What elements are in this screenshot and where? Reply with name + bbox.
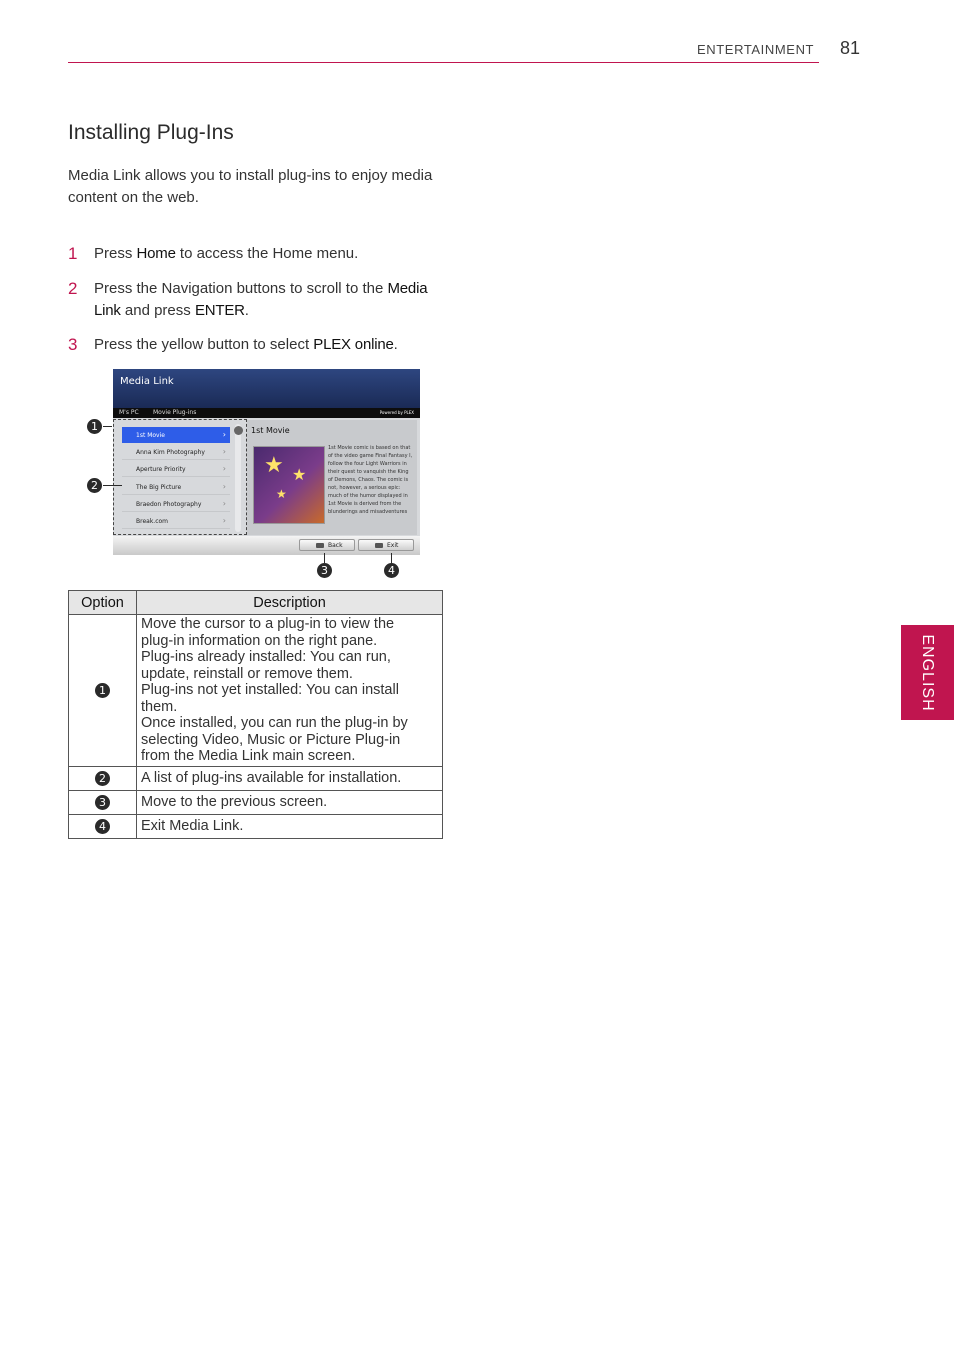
step-text: Press the Navigation buttons to scroll to the Media Link and press ENTER. [94, 280, 428, 319]
screenshot-breadcrumb [113, 408, 420, 418]
callout-4: 4 [384, 563, 399, 578]
step-number: 1 [68, 244, 78, 263]
plugin-detail-pane [247, 420, 417, 535]
remote-key-icon [316, 543, 324, 548]
option-cell [69, 814, 137, 838]
chevron-right-icon: › [222, 430, 226, 439]
column-header-option: Option [69, 591, 137, 615]
callout-1: 1 [87, 419, 102, 434]
back-button[interactable]: Back [299, 539, 355, 551]
plugin-list-item[interactable]: Break.com › [122, 513, 230, 529]
section-name: ENTERTAINMENT [697, 42, 815, 57]
step-number: 3 [68, 335, 78, 354]
powered-by-plex: Powered by PLEX [379, 410, 414, 415]
media-link-screenshot [113, 369, 420, 555]
screenshot-titlebar [113, 369, 420, 408]
star-icon: ★ [276, 487, 287, 501]
chevron-right-icon: › [222, 499, 226, 508]
description-cell: Move the cursor to a plug-in to view the plug-in information on the right pane. Plug-ins already installed: You can run, update, reinstall or remove them. Plug-ins not yet installed: You can install them. Once installed, you can run the plug-in by selecting Video, Music or Picture Plug-in from the Media Link main screen. [137, 615, 443, 767]
table-row [69, 615, 443, 767]
callout-2: 2 [87, 478, 102, 493]
step-text: Press Home to access the Home menu. [94, 245, 359, 262]
plugin-list-item[interactable]: 1st Movie › [122, 427, 230, 443]
intro-paragraph: Media Link allows you to install plug-ins to enjoy media content on the web. [68, 167, 433, 206]
chevron-right-icon: › [222, 464, 226, 473]
plugin-list-item[interactable]: The Big Picture › [122, 479, 230, 495]
page-title: Installing Plug-Ins [68, 121, 234, 144]
callout-leader [103, 426, 112, 427]
table-row [69, 814, 443, 838]
callout-number: 2 [95, 771, 110, 786]
callout-number: 3 [95, 795, 110, 810]
plugin-list-item[interactable]: Braedon Photography › [122, 496, 230, 512]
chevron-right-icon: › [222, 482, 226, 491]
remote-key-icon [375, 543, 383, 548]
callout-leader [391, 553, 392, 563]
plugin-list-highlight [113, 419, 247, 535]
table-header-row [69, 591, 443, 615]
options-table [68, 590, 443, 839]
callout-number: 1 [95, 683, 110, 698]
callout-number: 4 [95, 819, 110, 834]
header-rule [68, 62, 819, 63]
callout-leader [324, 553, 325, 563]
description-cell: A list of plug-ins available for installation. [137, 766, 443, 790]
column-header-description: Description [137, 591, 443, 615]
exit-button[interactable]: Exit [358, 539, 414, 551]
option-cell [69, 790, 137, 814]
description-cell: Move to the previous screen. [137, 790, 443, 814]
breadcrumb-item: M's PC [119, 409, 139, 416]
plugin-list-item[interactable]: Aperture Priority › [122, 461, 230, 477]
plugin-list-item[interactable]: Anna Kim Photography › [122, 444, 230, 460]
plugin-detail-title: 1st Movie [251, 426, 290, 435]
page-number: 81 [840, 38, 861, 58]
option-cell [69, 615, 137, 767]
table-row [69, 790, 443, 814]
star-icon: ★ [292, 465, 307, 484]
option-cell [69, 766, 137, 790]
chevron-right-icon: › [222, 516, 226, 525]
breadcrumb-item: Movie Plug-ins [153, 409, 197, 416]
plugin-thumbnail [253, 446, 325, 524]
step-number: 2 [68, 279, 78, 298]
callout-leader [103, 485, 122, 486]
language-tab [901, 625, 954, 720]
callout-3: 3 [317, 563, 332, 578]
screenshot-title: Media Link [120, 376, 174, 387]
star-icon: ★ [264, 453, 284, 478]
language-label: ENGLISH [919, 634, 936, 712]
chevron-right-icon: › [222, 447, 226, 456]
table-row [69, 766, 443, 790]
plugin-description: 1st Movie comic is based on that of the video game Final Fantasy I, follow the four Light Warriors in their quest to vanquish the King of Demons, Chaos. The comic is not, however, a serious epic: much of the humor displayed in 1st Movie is derived from the blunderings and misadventures [328, 445, 413, 515]
step-text: Press the yellow button to select PLEX online. [94, 336, 398, 353]
description-cell: Exit Media Link. [137, 814, 443, 838]
